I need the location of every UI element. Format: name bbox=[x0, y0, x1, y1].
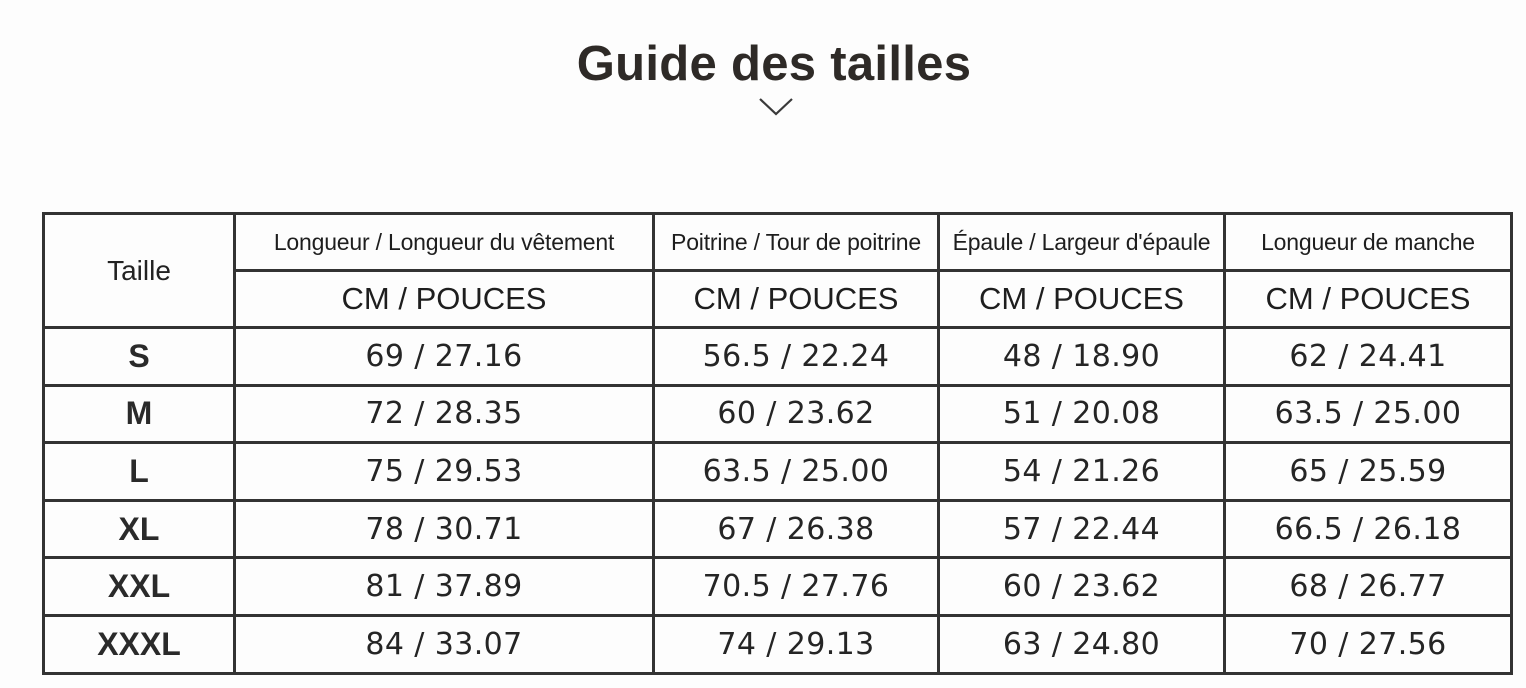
size-cell bbox=[44, 500, 235, 558]
value-text: 81 / 37.89 bbox=[365, 569, 523, 605]
size-label: XL bbox=[118, 510, 160, 547]
value-text: 75 / 29.53 bbox=[365, 453, 523, 489]
unit-cell bbox=[654, 271, 939, 328]
table-row bbox=[44, 443, 1512, 501]
column-header-label: Longueur / Longueur du vêtement bbox=[273, 228, 615, 255]
size-cell bbox=[44, 558, 235, 616]
size-guide-table bbox=[42, 212, 1513, 675]
unit-label: CM / POUCES bbox=[693, 281, 899, 316]
value-text: 62 / 24.41 bbox=[1289, 338, 1447, 374]
table-row bbox=[44, 558, 1512, 616]
chevron-down-icon bbox=[758, 96, 794, 118]
unit-cell bbox=[1225, 271, 1512, 328]
table-row bbox=[44, 328, 1512, 386]
value-text: 72 / 28.35 bbox=[365, 396, 523, 432]
size-cell bbox=[44, 328, 235, 386]
page-title: Guide des tailles bbox=[576, 37, 972, 91]
value-cell bbox=[654, 615, 939, 673]
value-text: 65 / 25.59 bbox=[1289, 453, 1447, 489]
unit-cell bbox=[939, 271, 1225, 328]
value-cell bbox=[235, 558, 654, 616]
value-cell bbox=[939, 500, 1225, 558]
size-label: L bbox=[129, 452, 149, 489]
value-text: 67 / 26.38 bbox=[717, 511, 875, 547]
value-text: 78 / 30.71 bbox=[365, 511, 523, 547]
value-text: 48 / 18.90 bbox=[1002, 338, 1161, 374]
value-text: 57 / 22.44 bbox=[1002, 511, 1161, 547]
value-text: 70.5 / 27.76 bbox=[702, 569, 890, 605]
value-text: 74 / 29.13 bbox=[717, 626, 875, 662]
size-label: S bbox=[128, 337, 150, 374]
table-row bbox=[44, 615, 1512, 673]
value-text: 54 / 21.26 bbox=[1002, 453, 1161, 489]
value-text: 63 / 24.80 bbox=[1002, 626, 1161, 662]
value-cell bbox=[235, 443, 654, 501]
size-column-header-label: Taille bbox=[107, 254, 171, 286]
column-header-shoulder bbox=[939, 214, 1225, 271]
value-text: 68 / 26.77 bbox=[1289, 569, 1447, 605]
column-header-label: Épaule / Largeur d'épaule bbox=[952, 228, 1211, 255]
table-header-row bbox=[44, 214, 1512, 271]
value-cell bbox=[654, 500, 939, 558]
value-cell bbox=[939, 558, 1225, 616]
column-header-label: Longueur de manche bbox=[1261, 228, 1475, 255]
unit-row bbox=[44, 271, 1512, 328]
value-cell bbox=[654, 385, 939, 443]
value-cell bbox=[1225, 328, 1512, 386]
value-cell bbox=[654, 558, 939, 616]
value-text: 60 / 23.62 bbox=[717, 396, 875, 432]
value-cell bbox=[939, 328, 1225, 386]
column-header-length bbox=[235, 214, 654, 271]
column-header-sleeve bbox=[1225, 214, 1512, 271]
value-cell bbox=[235, 328, 654, 386]
value-cell bbox=[235, 500, 654, 558]
value-text: 51 / 20.08 bbox=[1002, 396, 1161, 432]
size-cell bbox=[44, 615, 235, 673]
value-cell bbox=[235, 385, 654, 443]
size-cell bbox=[44, 385, 235, 443]
value-text: 66.5 / 26.18 bbox=[1274, 511, 1462, 547]
value-text: 56.5 / 22.24 bbox=[702, 338, 890, 374]
value-cell bbox=[235, 615, 654, 673]
value-cell bbox=[1225, 385, 1512, 443]
value-cell bbox=[654, 328, 939, 386]
value-text: 84 / 33.07 bbox=[365, 626, 523, 662]
value-text: 63.5 / 25.00 bbox=[702, 453, 890, 489]
value-text: 60 / 23.62 bbox=[1002, 569, 1161, 605]
value-cell bbox=[1225, 500, 1512, 558]
column-header-chest bbox=[654, 214, 939, 271]
value-cell bbox=[654, 443, 939, 501]
value-cell bbox=[939, 615, 1225, 673]
value-cell bbox=[939, 443, 1225, 501]
value-text: 69 / 27.16 bbox=[365, 338, 523, 374]
size-label: M bbox=[125, 395, 153, 432]
column-header-label: Poitrine / Tour de poitrine bbox=[671, 228, 921, 255]
value-cell bbox=[1225, 558, 1512, 616]
size-column-header bbox=[44, 214, 235, 328]
value-text: 63.5 / 25.00 bbox=[1274, 396, 1462, 432]
unit-label: CM / POUCES bbox=[341, 281, 547, 316]
size-label: XXXL bbox=[97, 625, 181, 662]
size-cell bbox=[44, 443, 235, 501]
table-row bbox=[44, 385, 1512, 443]
value-text: 70 / 27.56 bbox=[1289, 626, 1447, 662]
unit-label: CM / POUCES bbox=[979, 281, 1184, 316]
table-row bbox=[44, 500, 1512, 558]
unit-label: CM / POUCES bbox=[1265, 281, 1471, 316]
value-cell bbox=[939, 385, 1225, 443]
unit-cell bbox=[235, 271, 654, 328]
value-cell bbox=[1225, 443, 1512, 501]
value-cell bbox=[1225, 615, 1512, 673]
size-label: XXL bbox=[107, 568, 171, 605]
